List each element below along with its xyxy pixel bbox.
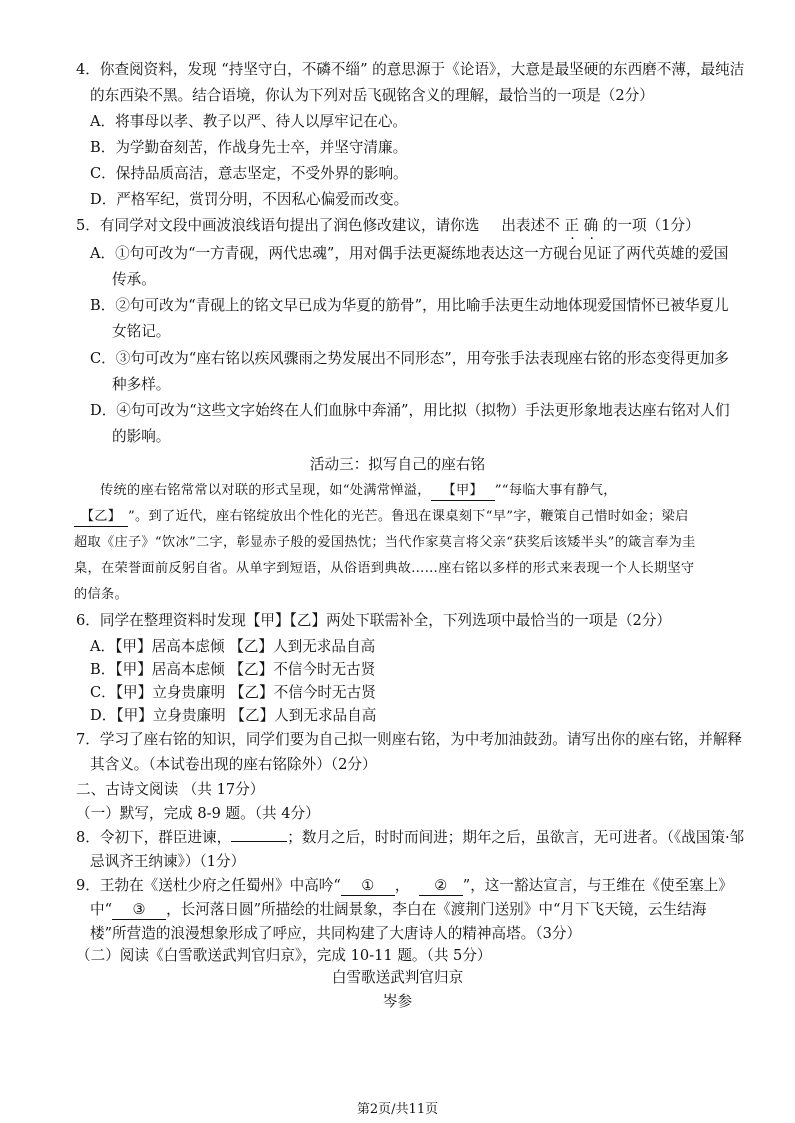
q4-stem-line1: 4．你查阅资料，发现 “持坚守白，不磷不缁” 的意思源于《论语》，大意是最坚硬的东西磨不薄，最纯洁 <box>76 61 745 78</box>
activity3-para-line4: 臬，在荣誉面前反躬自省。从单字到短语，从俗语到典故……座右铭以多样的形式来表现一个人长期坚守 <box>74 561 695 576</box>
q9-blank-2[interactable]: ② <box>419 877 463 896</box>
q7-stem-line1: 7．学习了座右铭的知识，同学们要为自己拟一则座右铭，为中考加油鼓劲。请写出你的座右铭，并解释 <box>76 731 743 748</box>
q5-stem-part2: 出表述不 <box>501 217 560 234</box>
q9-text-d: ，长河落日圆”所描绘的壮阔景象，李白在《渡荆门送别》中“月下飞天镜，云生结海 <box>166 901 707 918</box>
q8-line2: 忌讽齐王纳谏》）（1分） <box>90 853 246 870</box>
q6-option-a: A．【甲】居高本虑倾 【乙】人到无求品自高 <box>90 638 376 655</box>
q6-option-b: B．【甲】居高本虑倾 【乙】不信今时无古贤 <box>90 661 376 678</box>
q5-stem <box>76 216 700 236</box>
q5-option-b-line1: B．②句可改为“青砚上的铭文早已成为华夏的筋骨”，用比喻手法更生动地体现爱国情怀已被华夏儿 <box>90 297 729 314</box>
page-footer: 第2页/共11页 <box>356 1102 439 1117</box>
activity3-title: 活动三：拟写自己的座右铭 <box>309 456 486 473</box>
q9-blank-3[interactable]: ③ <box>112 901 166 920</box>
q8-line1 <box>76 828 744 848</box>
activity3-para-line5: 的信条。 <box>74 587 128 602</box>
q6-option-d: D．【甲】立身贵廉明 【乙】人到无求品自高 <box>90 707 377 724</box>
poem-title: 白雪歌送武判官归京 <box>331 969 464 986</box>
activity3-text-2b: ”。到了近代，座右铭绽放出个性化的光芒。鲁迅在课桌刻下“早”字，鞭策自己惜时如金；梁启 <box>128 509 689 524</box>
q5-option-d-line1: D．④句可改为“这些文字始终在人们血脉中奔涌”，用比拟（拟物）手法更形象地表达座右铭对人们 <box>90 402 730 419</box>
q9-text-a: 9．王勃在《送杜少府之任蜀州》中高吟“ <box>76 877 341 894</box>
q5-option-c-line1: C．③句可改为“座右铭以疾风骤雨之势发展出不同形态”，用夸张手法表现座右铭的形态变得更加多 <box>90 350 730 367</box>
q5-option-b-line2: 女铭记。 <box>112 323 171 340</box>
q5-option-c-line2: 种多样。 <box>112 376 171 393</box>
q9-blank-1[interactable]: ① <box>341 877 395 896</box>
blank-yi: 【乙】 <box>74 508 128 527</box>
blank-jia: 【甲】 <box>431 482 495 501</box>
q5-emphasis-que: 确 <box>583 217 599 234</box>
q9-line2 <box>90 900 706 920</box>
q9-separator: ， <box>394 877 410 894</box>
activity3-para-line1 <box>100 481 617 501</box>
section2-sub2: （二）阅读《白雪歌送武判官归京》，完成 10-11 题。（共 5分） <box>76 947 492 964</box>
q5-option-a-line2: 传承。 <box>112 271 156 288</box>
activity3-text-1a: 传统的座右铭常常以对联的形式呈现，如“处满常惮溢， <box>100 483 431 498</box>
activity3-para-line3: 超取《庄子》“饮冰”二字，彰显赤子般的爱国热忱；当代作家莫言将父亲“获奖后该矮半头”的箴言奉为圭 <box>74 535 696 550</box>
q9-text-b: ”，这一豁达宣言，与王维在《使至塞上》 <box>462 877 733 894</box>
q9-line1 <box>76 876 733 896</box>
section2-sub1: （一）默写，完成 8-9 题。（共 4分） <box>76 805 320 822</box>
q5-stem-part3: 的一项（1分） <box>602 217 700 234</box>
q4-option-a: A．将事母以孝、教子以严、待人以厚牢记在心。 <box>90 113 408 130</box>
q5-option-a-line1: A．①句可改为“一方青砚，两代忠魂”，用对偶手法更凝练地表达这一方砚台见证了两代英雄的爱国 <box>90 245 729 262</box>
q8-answer-blank[interactable] <box>231 841 287 842</box>
section2-title: 二、古诗文阅读 （共 17分） <box>76 781 265 798</box>
q6-option-c: C．【甲】立身贵廉明 【乙】不信今时无古贤 <box>90 684 376 701</box>
q6-stem: 6．同学在整理资料时发现【甲】【乙】两处下联需补全，下列选项中最恰当的一项是（2分） <box>76 612 672 629</box>
q7-stem-line2: 其含义。（本试卷出现的座右铭除外）（2分） <box>90 756 377 773</box>
q9-text-c: 中“ <box>90 901 113 918</box>
q4-option-d: D．严格军纪，赏罚分明，不因私心偏爱而改变。 <box>90 191 409 208</box>
q5-stem-part1: 5．有同学对文段中画波浪线语句提出了润色修改建议，请你选 <box>76 217 480 234</box>
poem-author: 岑参 <box>382 993 413 1010</box>
activity3-para-line2 <box>74 507 689 527</box>
q5-emphasis-zheng: 正 <box>564 217 579 234</box>
q8-text-a: 8．令初下，群臣进谏， <box>76 829 232 846</box>
q4-option-b: B．为学勤奋刻苦，作战身先士卒，并坚守清廉。 <box>90 139 408 156</box>
q5-option-d-line2: 的影响。 <box>112 428 171 445</box>
q8-text-b: ；数月之后，时时而间进；期年之后，虽欲言，无可进者。（《战国策·邹 <box>287 829 745 846</box>
q4-stem-line2: 的东西染不黑。结合语境，你认为下列对岳飞砚铭含义的理解，最恰当的一项是（2分） <box>90 87 654 104</box>
activity3-text-1b: ”“每临大事有静气， <box>494 483 617 498</box>
q9-line3: 楼”所营造的浪漫想象形成了呼应，共同构建了大唐诗人的精神高塔。（3分） <box>90 925 582 942</box>
q4-option-c: C．保持品质高洁，意志坚定，不受外界的影响。 <box>90 165 408 182</box>
